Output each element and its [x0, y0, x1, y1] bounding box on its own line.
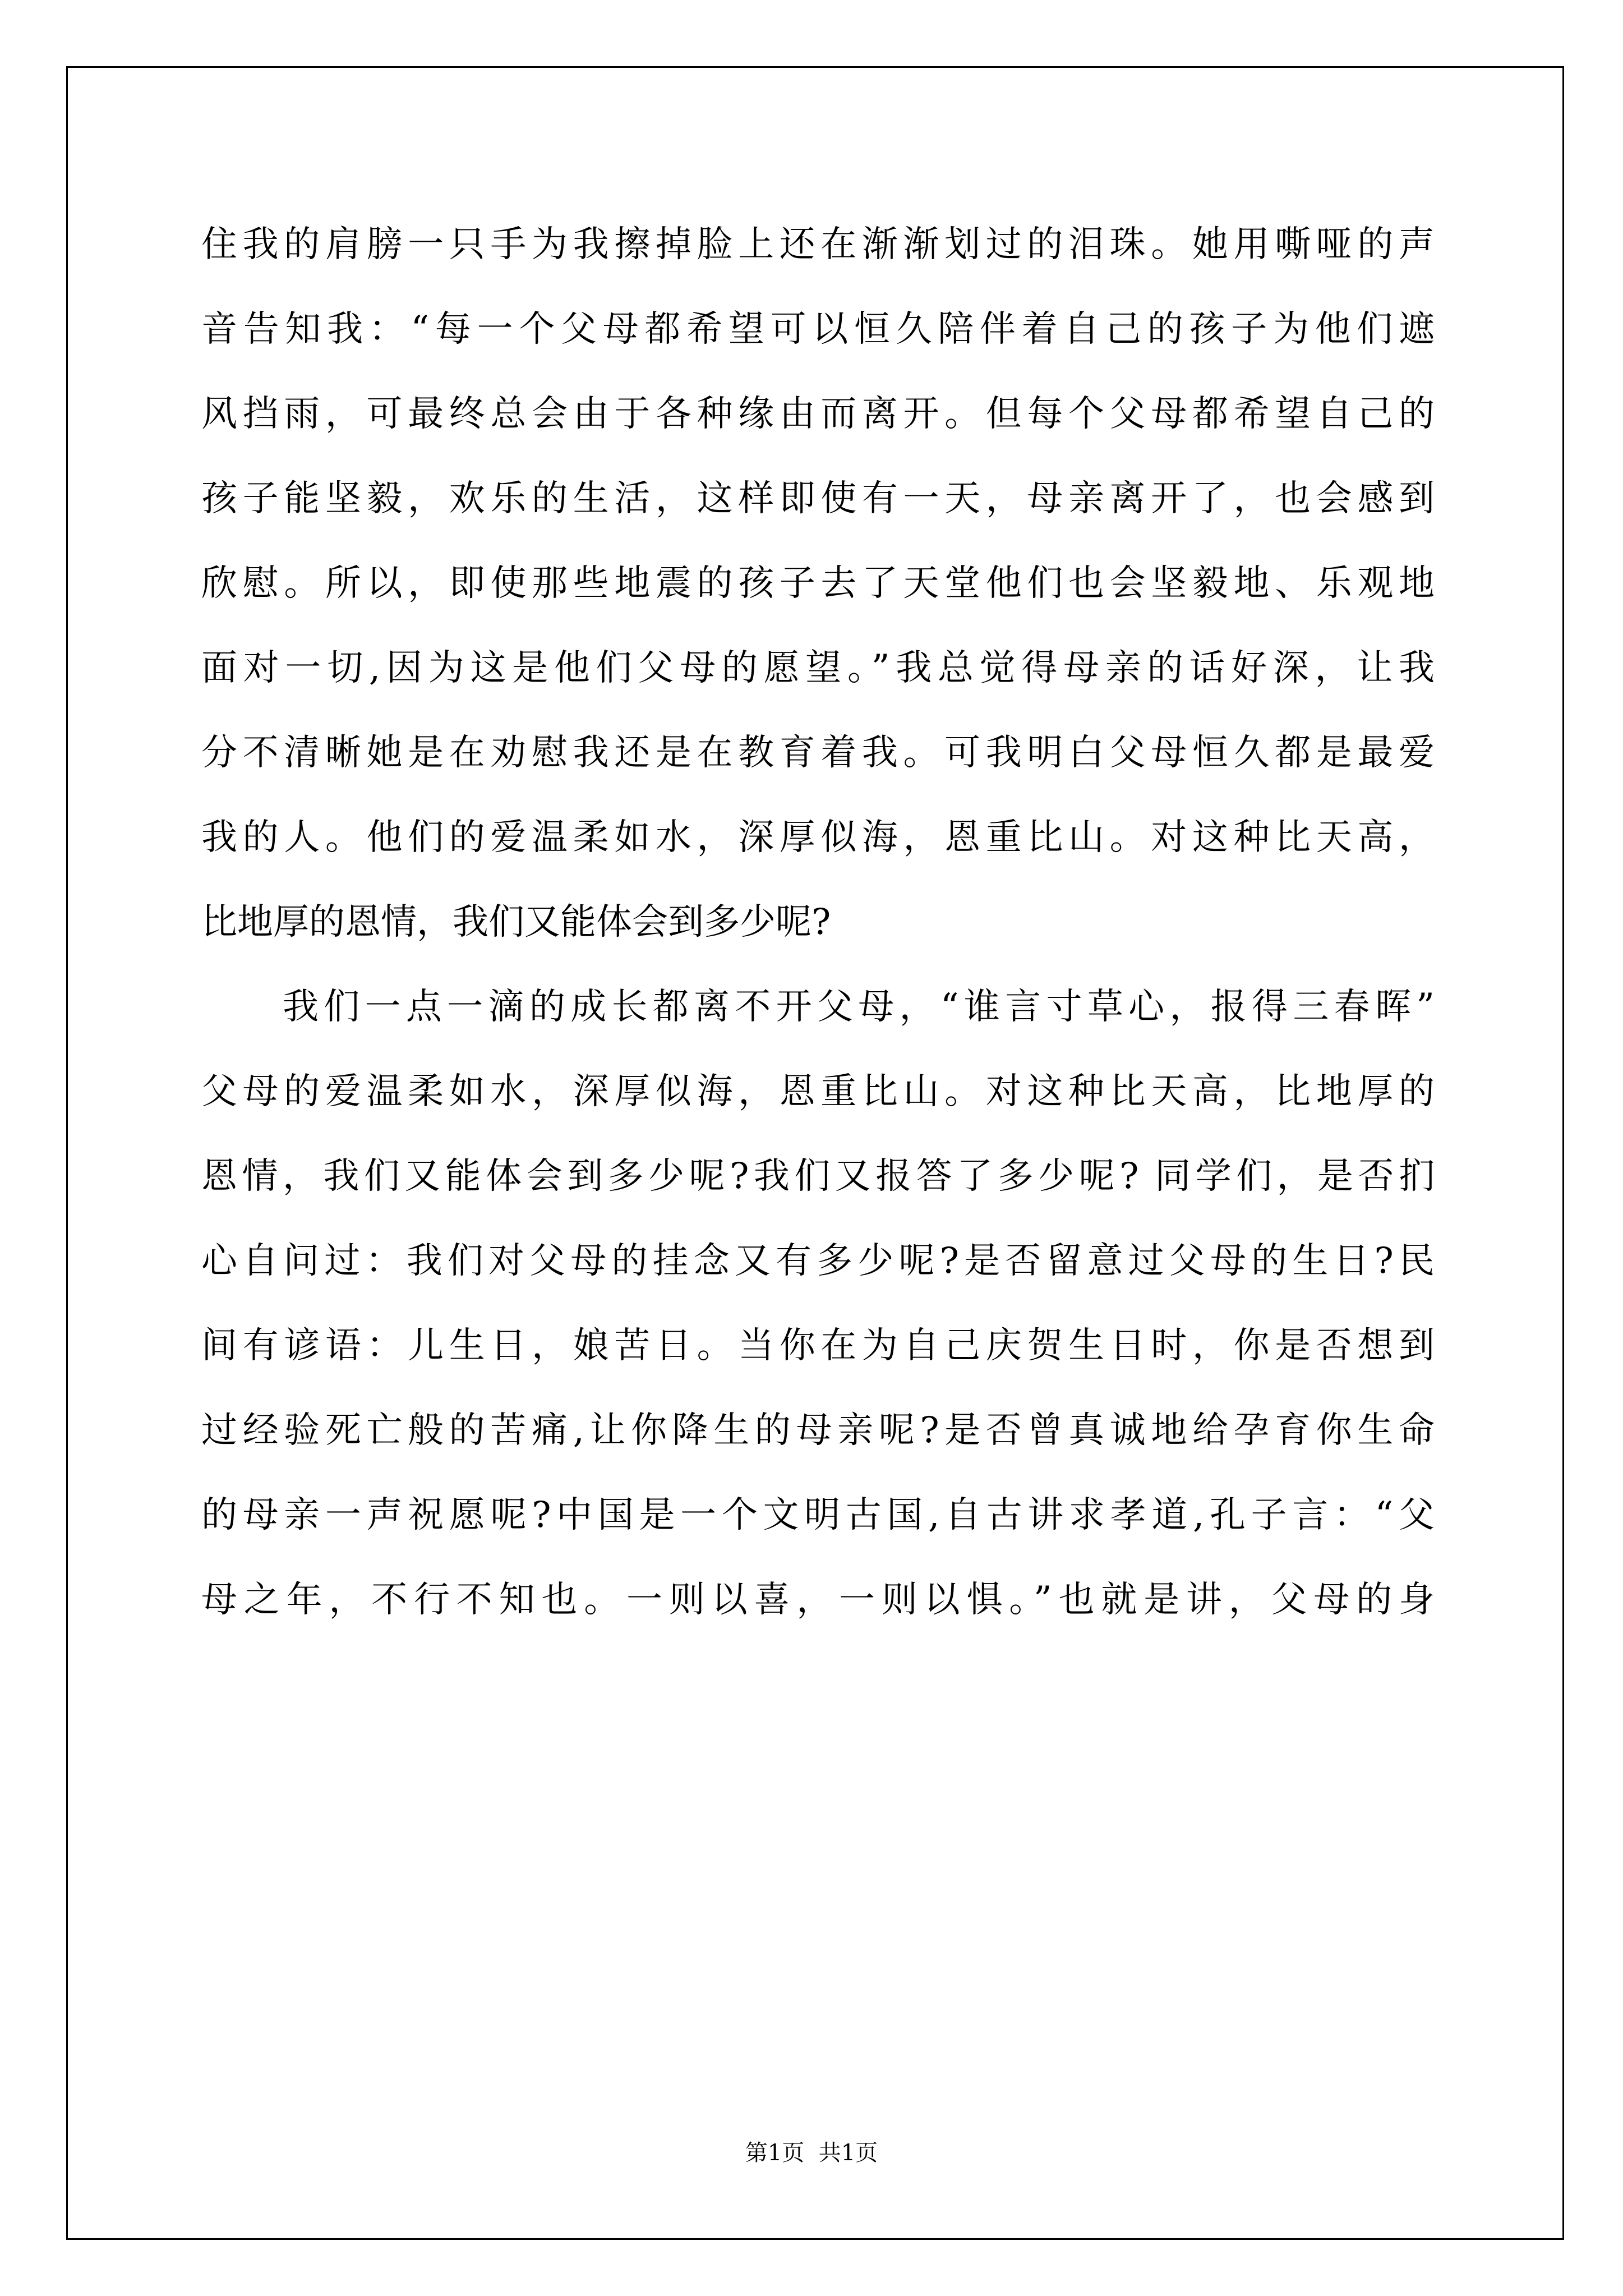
paragraph-2-line-7: 的母亲一声祝愿呢?中国是一个文明古国,自古讲求孝道,孔子言：“父: [201, 1494, 1435, 1536]
paragraph-1-line-4: 孩子能坚毅，欢乐的生活，这样即使有一天，母亲离开了，也会感到: [201, 478, 1435, 519]
paragraph-2-line-8: 母之年，不行不知也。一则以喜，一则以惧。”也就是讲，父母的身: [201, 1579, 1435, 1621]
paragraph-1-line-2: 音告知我：“每一个父母都希望可以恒久陪伴着自己的孩子为他们遮: [201, 309, 1435, 350]
document-body: [201, 203, 1435, 1642]
page-footer: 第1页 共1页: [745, 2140, 878, 2166]
paragraph-1-line-6: 面对一切,因为这是他们父母的愿望。”我总觉得母亲的话好深，让我: [201, 647, 1435, 689]
paragraph-1-line-9: 比地厚的恩情，我们又能体会到多少呢?: [201, 901, 831, 943]
paragraph-2-line-3: 恩情，我们又能体会到多少呢?我们又报答了多少呢? 同学们，是否扪: [201, 1156, 1435, 1197]
paragraph-1-line-3: 风挡雨，可最终总会由于各种缘由而离开。但每个父母都希望自己的: [201, 393, 1435, 435]
paragraph-2-line-1: 我们一点一滴的成长都离不开父母，“谁言寸草心，报得三春晖”: [283, 986, 1435, 1028]
paragraph-1-line-7: 分不清晰她是在劝慰我还是在教育着我。可我明白父母恒久都是最爱: [201, 732, 1435, 774]
paragraph-1-line-5: 欣慰。所以，即使那些地震的孩子去了天堂他们也会坚毅地、乐观地: [201, 563, 1435, 604]
paragraph-2-line-5: 间有谚语：儿生日，娘苦日。当你在为自己庆贺生日时，你是否想到: [201, 1325, 1435, 1366]
paragraph-1-line-8: 我的人。他们的爱温柔如水，深厚似海，恩重比山。对这种比天高，: [201, 817, 1435, 858]
paragraph-2: [201, 965, 1435, 1642]
paragraph-2-line-2: 父母的爱温柔如水，深厚似海，恩重比山。对这种比天高，比地厚的: [201, 1071, 1435, 1112]
paragraph-1-line-1: 住我的肩膀一只手为我擦掉脸上还在渐渐划过的泪珠。她用嘶哑的声: [201, 224, 1435, 265]
paragraph-1: [201, 203, 1435, 965]
paragraph-2-line-4: 心自问过：我们对父母的挂念又有多少呢?是否留意过父母的生日?民: [201, 1240, 1435, 1282]
paragraph-2-line-6: 过经验死亡般的苦痛,让你降生的母亲呢?是否曾真诚地给孕育你生命: [201, 1410, 1435, 1451]
